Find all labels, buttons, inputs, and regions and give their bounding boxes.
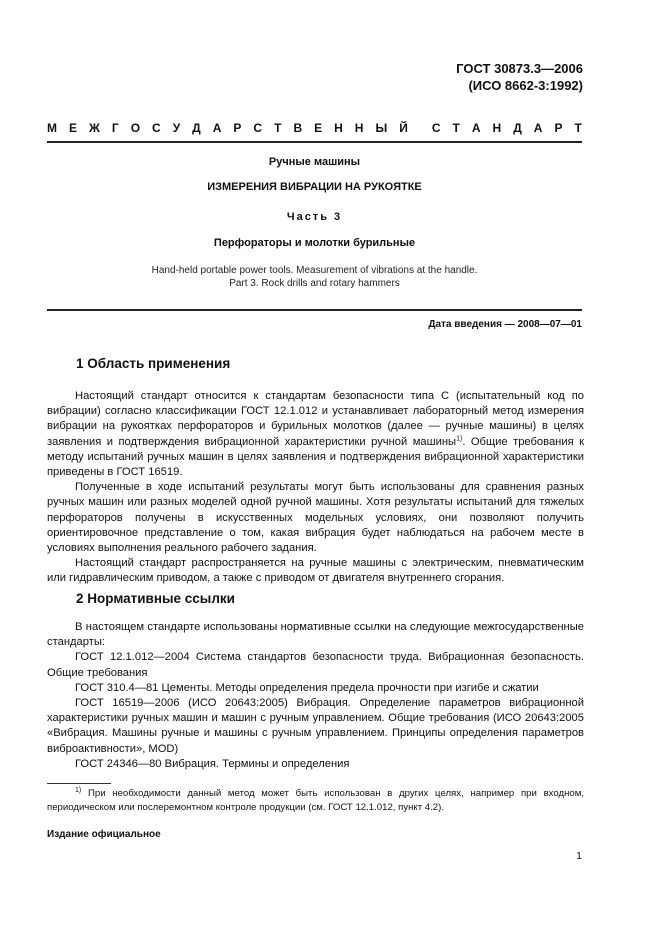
header-rule [47,141,582,143]
reference-item: ГОСТ 24346—80 Вибрация. Термины и определения [75,757,350,770]
page-number: 1 [576,850,582,862]
banner-letter: Ы [375,121,388,135]
banner-letter: Е [69,121,78,135]
paragraph: В настоящем стандарте использованы нормативные ссылки на следующие межгосударственные стандарты: [47,621,584,649]
title-rule [47,309,582,311]
footnote-ref: 1) [456,434,463,442]
banner-letter: С [253,121,263,135]
edition-label: Издание официальное [47,829,161,840]
banner-letter: С [152,121,161,135]
reference-item: ГОСТ 12.1.012—2004 Система стандартов безопасности труда. Вибрационная безопасность. Общие требования [47,651,584,679]
banner-letter: Д [192,121,201,135]
section-1-heading: 1 Область применения [76,356,231,371]
footnote: $^{1)}$ При необходимости данный метод может быть использован в других целях, например при входном, периодическом или послеремонтном контроле продукции (см. ГОСТ 12.1.012, пункт 4.2). [47,786,584,813]
banner-letter: Д [513,121,522,135]
banner-letter: О [130,121,141,135]
doc-number: ГОСТ 30873.3—2006 [456,61,583,76]
paragraph: Настоящий стандарт относится к стандартам безопасности типа С (испытательный код по вибрации) согласно классификации ГОСТ 12.1.012 и устанавливает лабораторный метод измерения вибрации на рукоятках перфораторов и бурильных молотков (далее — ручные машины) в целях заявления и подтверждения вибрационной характеристики ручной машины$^{1)}$. Общие требования к методу испытаний ручных машин в целях заявления и подтверждения вибрационной характеристики приведены в ГОСТ 16519. [47,390,584,479]
paragraph: Настоящий стандарт распространяется на ручные машины с электрическим, пневматическим или гидравлическим приводом, а также с приводом от двигателя внутреннего сгорания. [47,557,584,585]
banner-letter: А [471,121,481,135]
banner-letter: В [293,121,303,135]
paragraph: Полученные в ходе испытаний результаты могут быть использованы для сравнения разных ручных машин или разных моделей одной ручной машины. Хотя результаты испытаний для тяжелых перфораторов получены в искусственных модельных условиях, они позволяют получить ориентировочное представление о том, какая вибрация будет наблюдаться на рабочем месте в условиях выполнения реального рабочего задания. [47,481,584,555]
english-title-line-2: Part 3. Rock drills and rotary hammers [229,278,400,289]
banner-letter: М [47,121,57,135]
banner-letter: А [212,121,222,135]
title-line-1: Ручные машины [268,156,361,168]
section-2-heading: 2 Нормативные ссылки [76,591,235,606]
section-1-body [47,389,584,587]
banner-letter: Е [314,121,323,135]
iso-number: (ИСО 8662-3:1992) [468,78,583,93]
banner-letter: Н [492,121,502,135]
reference-item: ГОСТ 16519—2006 (ИСО 20643:2005) Вибрация. Определение параметров вибрационной характеристики ручных машин и машин с ручным управлением. Общие требования (ИСО 20643:2005 «Вибрация. Машины ручные и машины с ручным управлением. Принципы определения параметров виброактивности», MOD) [47,697,584,755]
title-line-3: Перфораторы и молотки бурильные [213,237,416,249]
english-title-line-1: Hand-held portable power tools. Measurement of vibrations at the handle. [151,265,478,276]
banner-letter: Т [452,121,460,135]
banner-letter: У [172,121,181,135]
footnote-mark: 1) [75,786,82,794]
english-title [47,264,582,290]
interstate-standard-banner [47,121,582,135]
banner-letter: С [431,121,441,135]
banner-letter: Н [334,121,343,135]
banner-letter: Ж [89,121,100,135]
part-label: Часть 3 [286,211,343,223]
title-line-2: ИЗМЕРЕНИЯ ВИБРАЦИИ НА РУКОЯТКЕ [207,181,422,193]
footnote-rule [47,783,111,784]
banner-letter: Р [233,121,242,135]
banner-letter: Т [574,121,582,135]
banner-letter: А [533,121,543,135]
section-2-body [47,620,584,772]
banner-letter: Т [274,121,282,135]
banner-letter: Й [399,121,408,135]
date-of-introduction: Дата введения — 2008—07—01 [428,319,582,330]
reference-item: ГОСТ 310.4—81 Цементы. Методы определения предела прочности при изгибе и сжатии [75,681,539,694]
document-number-block [456,60,583,94]
banner-letter: Р [554,121,563,135]
banner-letter: Г [111,121,119,135]
banner-letter: Н [354,121,364,135]
